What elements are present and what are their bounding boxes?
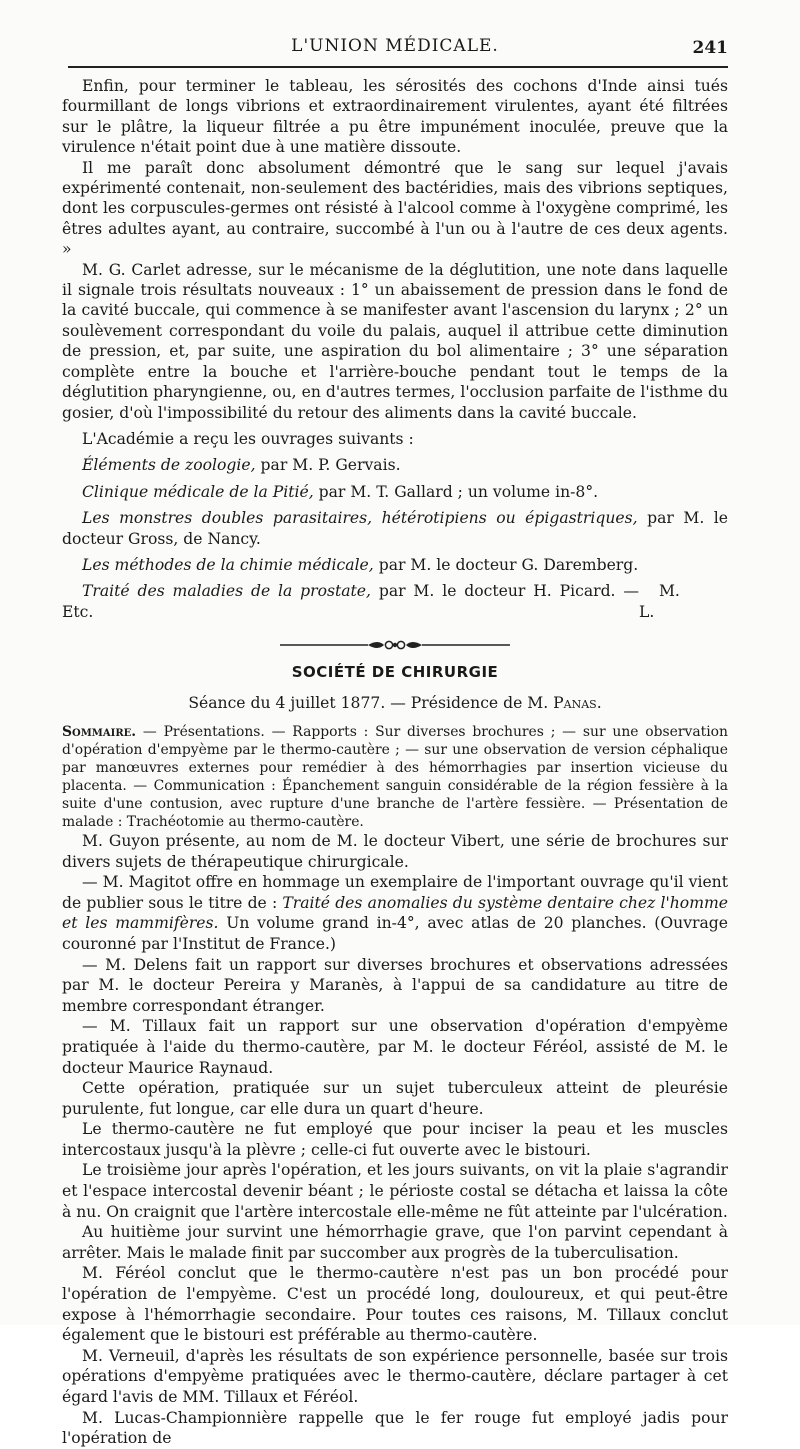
- work-author: par M. le docteur G. Daremberg.: [373, 555, 639, 574]
- paragraph: M. Féréol conclut que le thermo-cautère n'est pas un bon procédé pour l'opération de l'empyème. C'est un procédé long, douloureux, et qui peut-être expose à l'hémorrhagie secondaire. Pour toutes ces raisons, M. Tillaux conclut également que le bistouri est préférable au thermo-cautère.: [62, 1264, 728, 1345]
- paragraph: — M. Delens fait un rapport sur diverses brochures et observations adressées par M. le docteur Pereira y Maranès, à l'appui de sa candidature au titre de membre correspondant étranger.: [62, 955, 728, 1015]
- paragraph: M. G. Carlet adresse, sur le mécanisme de la déglutition, une note dans laquelle il signale trois résultats nouveaux : 1° un abaissement de pression dans le fond de la cavité buccale, qui commence à se manifester avant l'ascension du larynx ; 2° un soulèvement correspondant du voile du palais, auquel il attribue cette diminution de pression, et, par suite, une aspiration du bol alimentaire ; 3° une séparation complète entre la bouche et l'arrière-bouche pendant tout le temps de la déglutition pharyngienne, ou, en d'autres termes, l'occlusion parfaite de l'isthme du gosier, d'où l'impossibilité du retour des aliments dans la cavité buccale.: [62, 260, 728, 422]
- work-author: par M. P. Gervais.: [255, 456, 401, 475]
- summary-text: — Présentations. — Rapports : Sur diverses brochures ; — sur une observation d'opération d'empyème par le thermo-cautère ; — sur une observation de version céphalique par manœuvres externes pour remédier à des hémorrhagies par insertion vicieuse du placenta. — Communication : Épanchement sanguin considérable de la région fessière à la suite d'une contusion, avec rupture d'une branche de l'artère fessière. — Présentation de malade : Trachéotomie au thermo-cautère.: [62, 723, 728, 830]
- session-date: Séance du 4 juillet 1877. — Présidence de M.: [188, 693, 554, 712]
- work-entry: [62, 508, 728, 549]
- paragraph: Cette opération, pratiquée sur un sujet tuberculeux atteint de pleurésie purulente, fut longue, car elle dura un quart d'heure.: [62, 1079, 728, 1118]
- paragraph: M. Guyon présente, au nom de M. le docteur Vibert, une série de brochures sur divers sujets de thérapeutique chirurgicale.: [62, 831, 728, 871]
- work-title: Éléments de zoologie,: [82, 456, 256, 475]
- paragraph: Il me paraît donc absolument démontré que le sang sur lequel j'avais expérimenté contenait, non-seulement des bactéridies, mais des vibrions septiques, dont les corpuscules-germes ont résisté à l'alcool comme à l'oxygène comprimé, les êtres adultes ayant, au contraire, succombé à l'un ou à l'autre de ces deux agents. »: [62, 158, 728, 259]
- work-entry: [62, 455, 728, 475]
- signature: M. L.: [638, 582, 680, 621]
- work-title: Clinique médicale de la Pitié,: [82, 482, 314, 501]
- president-name: Panas: [553, 693, 597, 712]
- paragraph: M. Verneuil, d'après les résultats de son expérience personnelle, basée sur trois opérations d'empyème pratiquées avec le thermo-cautère, déclare partager à cet égard l'avis de MM. Tillaux et Féréol.: [62, 1346, 728, 1406]
- paragraph: — M. Magitot offre en hommage un exemplaire de l'important ouvrage qu'il vient de publier sous le titre de : Traité des anomalies du système dentaire chez l'homme et les mammifères. Un volume grand in-4°, avec atlas de 20 planches. (Ouvrage couronné par l'Institut de France.): [62, 873, 728, 953]
- paragraph: — M. Tillaux fait un rapport sur une observation d'opération d'empyème pratiquée à l'aide du thermo-cautère, par M. le docteur Féréol, assisté de M. le docteur Maurice Raynaud.: [62, 1017, 728, 1077]
- work-entry: [62, 482, 728, 502]
- work-entry: [62, 555, 728, 575]
- summary: [62, 723, 728, 831]
- work-title: Les monstres doubles parasitaires, hétérotipiens ou épigastriques,: [82, 509, 638, 528]
- paragraph: Au huitième jour survint une hémorrhagie grave, que l'on parvint cependant à arrêter. Mais le malade finit par succomber aux progrès de la tuberculisation.: [62, 1223, 728, 1262]
- book-title: Traité des anomalies du système dentaire chez l'homme et les mammifères.: [62, 893, 728, 933]
- running-header: [62, 32, 728, 62]
- session-line: Séance du 4 juillet 1877. — Présidence de M. Panas.: [188, 693, 602, 712]
- work-author: par M. le docteur Gross, de Nancy.: [62, 509, 728, 548]
- summary-label: Sommaire.: [62, 723, 137, 740]
- session-report: [62, 831, 728, 1449]
- page-number: 241: [692, 38, 728, 58]
- paragraph: M. Lucas-Championnière rappelle que le fer rouge fut employé jadis pour l'opération de: [62, 1408, 728, 1448]
- work-title: Les méthodes de la chimie médicale,: [82, 555, 374, 574]
- paragraph: Enfin, pour terminer le tableau, les sérosités des cochons d'Inde ainsi tués fourmillant de longs vibrions et extraordinairement virulentes, ayant été filtrées sur le plâtre, la liqueur filtrée a pu être impunément inoculée, preuve que la virulence n'était point due à une matière dissoute.: [62, 77, 728, 157]
- paragraph: Le thermo-cautère ne fut employé que pour inciser la peau et les muscles intercostaux jusqu'à la plèvre ; celle-ci fut ouverte avec le bistouri.: [62, 1120, 728, 1159]
- paragraph: Le troisième jour après l'opération, et les jours suivants, on vit la plaie s'agrandir et l'espace intercostal devenir béant ; le périoste costal se détacha et laissa la côte à nu. On craignit que l'artère intercostale elle-même ne fût atteinte par l'ulcération.: [62, 1161, 728, 1221]
- journal-title: L'UNION MÉDICALE.: [291, 36, 499, 56]
- work-entry: [62, 581, 728, 622]
- work-author: par M. le docteur H. Picard. — Etc.: [62, 582, 639, 621]
- section-ornament: [62, 638, 728, 652]
- paragraph: L'Académie a reçu les ouvrages suivants :: [82, 429, 414, 448]
- section-heading: SOCIÉTÉ DE CHIRURGIE: [291, 663, 499, 682]
- article-body: [62, 76, 728, 1449]
- work-author: par M. T. Gallard ; un volume in-8°.: [313, 482, 599, 501]
- work-title: Traité des maladies de la prostate,: [82, 582, 371, 601]
- header-rule: [68, 66, 728, 68]
